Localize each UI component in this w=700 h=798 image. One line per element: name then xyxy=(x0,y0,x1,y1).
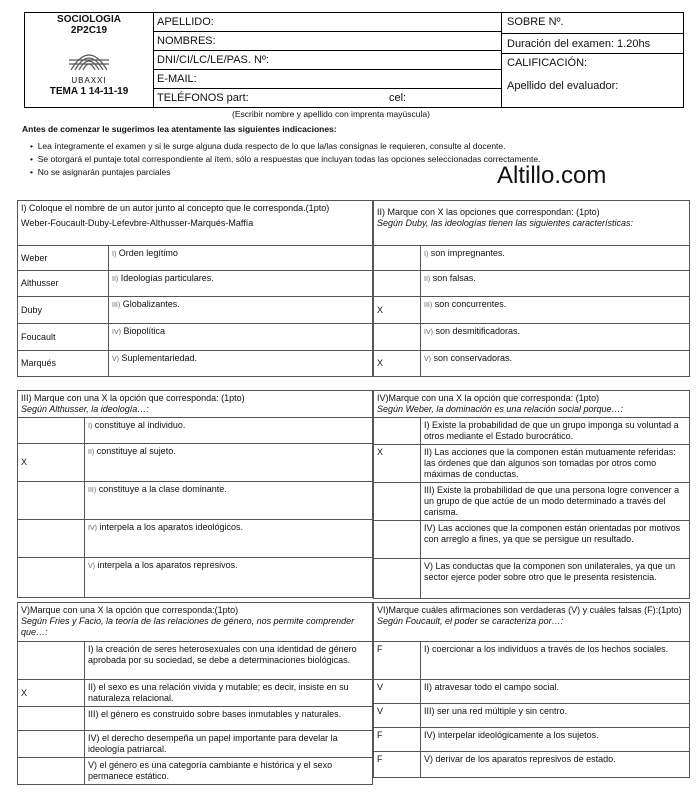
grading-block xyxy=(501,13,683,107)
q4-header xyxy=(374,391,690,418)
q4-mark[interactable] xyxy=(374,418,421,445)
q6-subtitle: Según Foucault, el poder se caracteriza por…: xyxy=(377,616,564,626)
q6-option: II) atravesar todo el campo social. xyxy=(421,680,690,704)
mark-text: X xyxy=(377,447,384,457)
q3-option xyxy=(85,418,373,444)
item-number: I) xyxy=(112,251,117,258)
q1-table xyxy=(17,200,373,377)
header-note: (Escribir nombre y apellido con imprenta mayúscula) xyxy=(232,109,430,119)
option-text: interpela a los aparatos represivos. xyxy=(97,560,238,570)
mark-text: X xyxy=(21,457,28,467)
instruction-text: Lea íntegramente el examen y si le surge alguna duda respecto de lo que la/las consignas le requieren, consulte al docente. xyxy=(37,141,506,151)
q6-option: I) coercionar a los individuos a través de los hechos sociales. xyxy=(421,642,690,680)
q2-subtitle: Según Duby, las ideologías tienen las siguientes características: xyxy=(377,218,633,228)
q6-option: V) derivar de los aparatos represivos de estado. xyxy=(421,752,690,778)
q1-answer[interactable] xyxy=(18,246,109,271)
item-number: II) xyxy=(112,276,119,283)
tema-date: TEMA 1 14-11-19 xyxy=(49,86,129,97)
q4-subtitle: Según Weber, la dominación es una relación social porque…: xyxy=(377,404,623,414)
option-text: son falsas. xyxy=(432,273,476,283)
mark-text: F xyxy=(377,644,383,654)
personal-data-fields xyxy=(153,13,502,107)
concept-text: Globalizantes. xyxy=(122,299,180,309)
q3-mark[interactable] xyxy=(18,482,85,520)
concept-text: Orden legítimo xyxy=(118,248,178,258)
option-text: constituye al individuo. xyxy=(94,420,186,430)
q5-header xyxy=(18,603,373,642)
q2-table xyxy=(373,200,690,377)
item-number: V) xyxy=(424,356,431,363)
watermark: Altillo.com xyxy=(497,162,607,189)
q2-option xyxy=(421,351,690,377)
item-number: III) xyxy=(424,302,433,309)
mark-text: X xyxy=(377,304,384,315)
cel-label: cel: xyxy=(389,92,407,104)
q1-header xyxy=(18,201,373,246)
q6-mark[interactable] xyxy=(374,752,421,778)
q6-mark[interactable] xyxy=(374,680,421,704)
option-text: constituye al sujeto. xyxy=(96,446,176,456)
q5-option: III) el género es construido sobre bases inmutables y naturales. xyxy=(85,707,373,731)
answer-text: Althusser xyxy=(21,278,59,288)
item-number: V) xyxy=(88,563,95,570)
q3-mark[interactable] xyxy=(18,558,85,598)
item-number: IV) xyxy=(88,525,97,532)
item-number: IV) xyxy=(112,329,121,336)
university-name: UBAXXI xyxy=(71,76,107,85)
mark-text: V xyxy=(377,682,384,692)
option-text: son conservadoras. xyxy=(433,353,513,363)
mark-text: X xyxy=(377,358,384,368)
field-email[interactable] xyxy=(153,70,501,89)
header-left-block xyxy=(25,13,154,107)
q6-header xyxy=(374,603,690,642)
item-number: II) xyxy=(424,276,431,283)
q2-mark[interactable] xyxy=(374,324,421,351)
mark-text: V xyxy=(377,706,384,716)
option-text: son impregnantes. xyxy=(430,248,505,258)
q6-mark[interactable] xyxy=(374,704,421,728)
q4-mark[interactable] xyxy=(374,521,421,559)
sobre-number: SOBRE Nº. xyxy=(501,13,683,34)
field-nombres[interactable] xyxy=(153,32,501,51)
instructions-intro: Antes de comenzar le sugerimos lea atentamente las siguientes indicaciones: xyxy=(22,124,337,134)
exam-header xyxy=(24,12,684,108)
q5-mark[interactable] xyxy=(18,642,85,680)
q2-title: II) Marque con X las opciones que correspondan: (1pto) xyxy=(377,207,600,217)
q5-option: I) la creación de seres heterosexuales con una identidad de género aprobada por su sociedad, se debe a determinaciones biológicas. xyxy=(85,642,373,680)
instruction-text: Se otorgará el puntaje total correspondiente al ítem, sólo a respuestas que incluyan todas las opciones seleccionadas correctamente. xyxy=(37,154,541,164)
concept-text: Suplementariedad. xyxy=(121,353,198,363)
q1-title: I) Coloque el nombre de un autor junto al concepto que le corresponda.(1pto) xyxy=(21,203,330,213)
mark-text: F xyxy=(377,754,383,764)
q5-mark[interactable] xyxy=(18,707,85,731)
instruction-item: • Lea íntegramente el examen y si le surge alguna duda respecto de lo que la/las consignas le requieren, consulte al docente. xyxy=(30,141,506,151)
option-text: constituye a la clase dominante. xyxy=(98,484,227,494)
q6-mark[interactable] xyxy=(374,728,421,752)
answer-text: Foucault xyxy=(21,331,56,342)
option-text: interpela a los aparatos ideológicos. xyxy=(99,522,244,532)
q6-option: IV) interpelar ideológicamente a los sujetos. xyxy=(421,728,690,752)
q2-mark[interactable] xyxy=(374,271,421,297)
q2-option xyxy=(421,271,690,297)
q1-concept xyxy=(109,246,373,271)
field-apellido[interactable] xyxy=(153,13,501,32)
q4-option: IV) Las acciones que la componen están orientadas por motivos con arreglo a fines, ya que se persigue un resultado. xyxy=(421,521,690,559)
q5-title: V)Marque con una X la opción que corresponda:(1pto) xyxy=(21,605,239,615)
subject: SOCIOLOGIA xyxy=(57,14,121,25)
q6-option: III) ser una red múltiple y sin centro. xyxy=(421,704,690,728)
ubaxxi-logo xyxy=(67,40,111,76)
item-number: I) xyxy=(424,251,429,258)
instruction-text: No se asignarán puntajes parciales xyxy=(37,167,171,177)
q5-option: V) el género es una categoría cambiante e histórica y el sexo permanece estático. xyxy=(85,758,373,785)
q1-concept xyxy=(109,324,373,351)
q5-mark[interactable] xyxy=(18,680,85,707)
exam-duration: Duración del examen: 1.20hs xyxy=(501,34,683,54)
instructions-list xyxy=(30,140,540,179)
q3-mark[interactable] xyxy=(18,444,85,482)
q4-mark[interactable] xyxy=(374,445,421,483)
q1-authors: Weber-Foucault-Duby-Lefevbre-Althusser-Marqués-Maffía xyxy=(21,218,254,228)
q3-option xyxy=(85,558,373,598)
q5-mark[interactable] xyxy=(18,758,85,785)
q4-mark[interactable] xyxy=(374,559,421,599)
q1-answer[interactable] xyxy=(18,324,109,351)
course-code: 2P2C19 xyxy=(70,25,108,36)
answer-text: Weber xyxy=(21,252,48,263)
q1-concept xyxy=(109,351,373,377)
field-telefonos[interactable] xyxy=(153,89,501,108)
q2-option xyxy=(421,297,690,324)
concept-text: Ideologías particulares. xyxy=(120,273,214,283)
q3-header xyxy=(18,391,373,418)
q5-mark[interactable] xyxy=(18,731,85,758)
item-number: I) xyxy=(88,423,93,430)
q1-answer[interactable] xyxy=(18,271,109,297)
q3-option xyxy=(85,520,373,558)
concept-text: Biopolítica xyxy=(123,326,165,336)
field-dni[interactable] xyxy=(153,51,501,70)
field-label: APELLIDO: xyxy=(157,16,214,28)
q4-option: III) Existe la probabilidad de que una persona logre convencer a un grupo de que actúe de un modo determinado a través del carisma. xyxy=(421,483,690,521)
answer-text: Marqués xyxy=(21,358,57,368)
answer-text: Duby xyxy=(21,304,43,315)
q3-option xyxy=(85,482,373,520)
q2-mark[interactable] xyxy=(374,246,421,271)
field-label: TELÉFONOS part: xyxy=(157,92,249,104)
q2-mark[interactable] xyxy=(374,351,421,377)
q4-title: IV)Marque con una X la opción que corresponda: (1pto) xyxy=(377,393,600,403)
instruction-item: • Se otorgará el puntaje total correspondiente al ítem, sólo a respuestas que incluyan todas las opciones seleccionadas correctamente. xyxy=(30,154,541,164)
item-number: III) xyxy=(88,487,97,494)
q2-header xyxy=(374,201,690,246)
q5-option: IV) el derecho desempeña un papel importante para develar la ideología patriarcal. xyxy=(85,731,373,758)
q4-option: V) Las conductas que la componen son unilaterales, ya que un sector ejerce poder sobre otro que le presenta resistencia. xyxy=(421,559,690,599)
q6-title: VI)Marque cuáles afirmaciones son verdaderas (V) y cuáles falsas (F):(1pto) xyxy=(377,605,682,615)
q1-concept xyxy=(109,271,373,297)
mark-text: X xyxy=(21,687,28,698)
item-number: II) xyxy=(88,449,95,456)
q3-table xyxy=(17,390,373,598)
q2-option xyxy=(421,246,690,271)
q5-table xyxy=(17,602,373,785)
item-number: IV) xyxy=(424,329,433,336)
item-number: V) xyxy=(112,356,119,363)
q1-answer[interactable] xyxy=(18,297,109,324)
mark-text: F xyxy=(377,730,383,740)
q6-table xyxy=(373,602,690,778)
evaluador-label: Apellido del evaluador: xyxy=(507,80,619,92)
q3-option xyxy=(85,444,373,482)
q2-mark[interactable] xyxy=(374,297,421,324)
field-label: NOMBRES: xyxy=(157,35,216,47)
instruction-item: • No se asignarán puntajes parciales xyxy=(30,167,171,177)
q3-mark[interactable] xyxy=(18,520,85,558)
q3-mark[interactable] xyxy=(18,418,85,444)
q1-concept xyxy=(109,297,373,324)
calificacion-label: CALIFICACIÓN: xyxy=(507,57,588,69)
field-label: DNI/CI/LC/LE/PAS. Nº: xyxy=(157,54,270,66)
item-number: III) xyxy=(112,302,121,309)
q4-option: II) Las acciones que la componen están mutuamente referidas: las órdenes que dan algunos son tomadas por otros como máximas de conductas. xyxy=(421,445,690,483)
option-text: son concurrentes. xyxy=(434,299,507,309)
q5-subtitle: Según Fries y Facio, la teoría de las relaciones de género, nos permite comprender que…: xyxy=(21,616,355,637)
q1-answer[interactable] xyxy=(18,351,109,377)
field-label: E-MAIL: xyxy=(157,73,197,85)
q4-table xyxy=(373,390,690,599)
option-text: son desmitificadoras. xyxy=(435,326,521,336)
q5-option: II) el sexo es una relación vivida y mutable; es decir, insiste en su naturaleza relacional. xyxy=(85,680,373,707)
q2-option xyxy=(421,324,690,351)
q3-subtitle: Según Althusser, la ideología…: xyxy=(21,404,149,414)
q4-option: I) Existe la probabilidad de que un grupo imponga su voluntad a otros mediante el Estado burocrático. xyxy=(421,418,690,445)
q4-mark[interactable] xyxy=(374,483,421,521)
q6-mark[interactable] xyxy=(374,642,421,680)
q3-title: III) Marque con una X la opción que corresponda: (1pto) xyxy=(21,393,245,403)
